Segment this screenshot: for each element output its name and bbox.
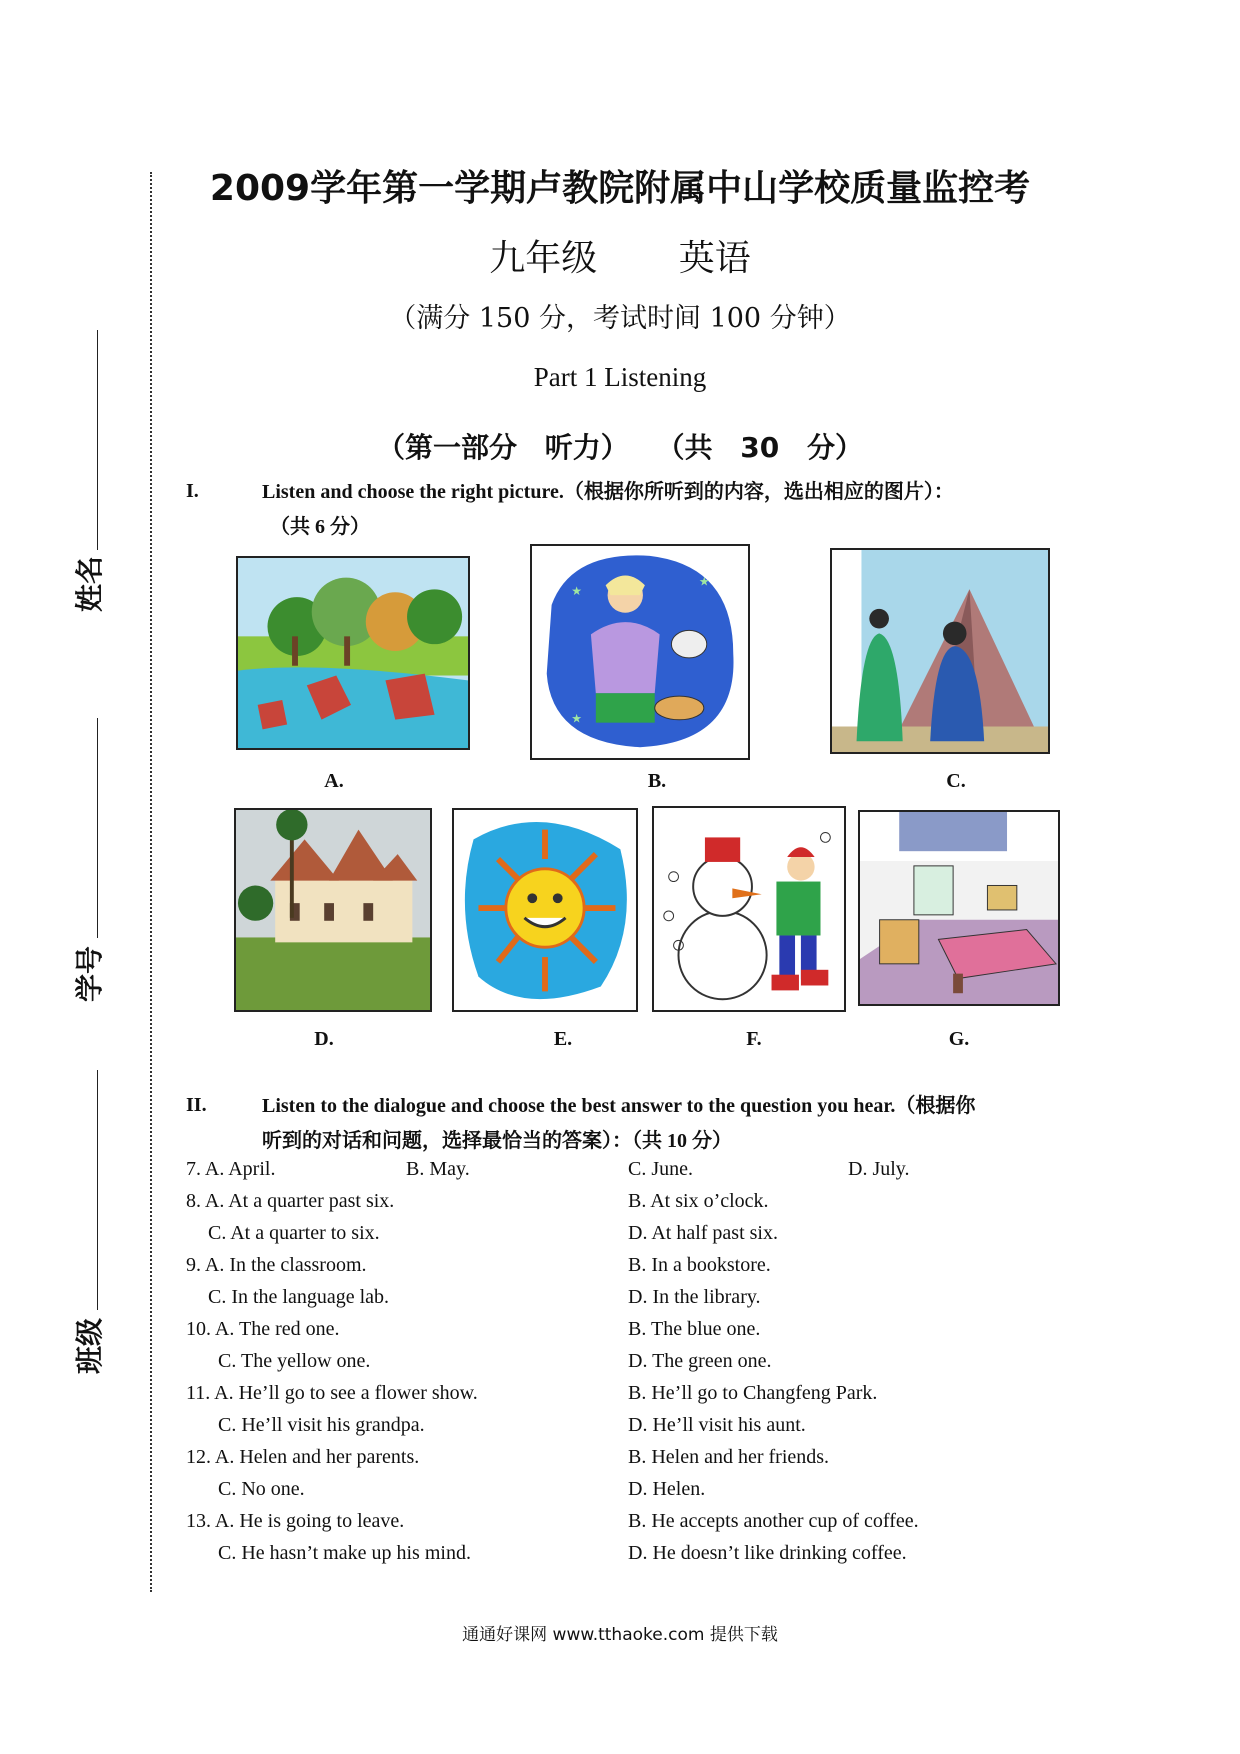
question-11-option-c: C. He’ll visit his grandpa.: [218, 1414, 425, 1436]
question-8-option-a: 8. A. At a quarter past six.: [186, 1190, 395, 1212]
picture-c-label: C.: [946, 770, 966, 792]
question-12-option-a: 12. A. Helen and her parents.: [186, 1446, 420, 1468]
footer-source: 通通好课网 www.tthaoke.com 提供下载: [462, 1625, 778, 1645]
name-label: 姓名: [73, 555, 106, 612]
section-2-number: II.: [186, 1094, 207, 1116]
question-9-option-b: B. In a bookstore.: [628, 1254, 771, 1276]
picture-c-mountain-figures: [830, 548, 1050, 754]
picture-g-bedroom: [858, 810, 1060, 1006]
picture-b-label: B.: [647, 770, 667, 792]
question-11-option-a: 11. A. He’ll go to see a flower show.: [186, 1382, 478, 1404]
svg-text:★: ★: [698, 574, 710, 589]
question-10-option-a: 10. A. The red one.: [186, 1318, 340, 1340]
picture-f-snowman: [652, 806, 846, 1012]
question-9-option-c: C. In the language lab.: [208, 1286, 390, 1308]
question-7-option-b: B. May.: [406, 1158, 470, 1180]
picture-d-label: D.: [314, 1028, 334, 1050]
question-12-option-b: B. Helen and her friends.: [628, 1446, 830, 1468]
question-13-option-c: C. He hasn’t make up his mind.: [218, 1542, 471, 1564]
section-2-instruction-cont: 听到的对话和问题，选择最恰当的答案）：（共 10 分）: [262, 1130, 732, 1152]
question-13-option-a: 13. A. He is going to leave.: [186, 1510, 405, 1532]
picture-e-sun: [452, 808, 638, 1012]
picture-e-label: E.: [553, 1028, 573, 1050]
question-8-option-b: B. At six o’clock.: [628, 1190, 769, 1212]
exam-subtitle: 九年级 英语: [489, 238, 751, 279]
question-7-option-c: C. June.: [628, 1158, 693, 1180]
class-line: [97, 1070, 98, 1310]
question-10-option-b: B. The blue one.: [628, 1318, 761, 1340]
picture-g-label: G.: [948, 1028, 970, 1050]
section-1-number: I.: [186, 480, 199, 502]
student-id-label: 学号: [73, 945, 106, 1002]
question-8-option-c: C. At a quarter to six.: [208, 1222, 380, 1244]
question-12-option-c: C. No one.: [218, 1478, 305, 1500]
picture-a-river-landscape: [236, 556, 470, 750]
section-heading-cn: （第一部分 听力） （共 30 分）: [377, 431, 863, 464]
section-2-instruction: Listen to the dialogue and choose the best answer to the question you hear.（根据你: [262, 1095, 976, 1117]
student-id-line: [97, 718, 98, 938]
question-7-option-a: 7. A. April.: [186, 1158, 276, 1180]
part-title: Part 1 Listening: [533, 362, 707, 392]
question-9-option-a: 9. A. In the classroom.: [186, 1254, 367, 1276]
question-10-option-d: D. The green one.: [628, 1350, 772, 1372]
picture-b-pouring-tea: [530, 544, 750, 760]
score-note: （满分 150 分，考试时间 100 分钟）: [389, 303, 851, 334]
question-12-option-d: D. Helen.: [628, 1478, 706, 1500]
exam-title: 2009学年第一学期卢教院附属中山学校质量监控考: [209, 168, 1031, 209]
question-11-option-d: D. He’ll visit his aunt.: [628, 1414, 806, 1436]
picture-f-label: F.: [746, 1028, 762, 1050]
picture-a-label: A.: [324, 770, 344, 792]
section-1-instruction: Listen and choose the right picture.（根据你所听到的内容，选出相应的图片）：: [262, 481, 954, 503]
picture-d-house: [234, 808, 432, 1012]
question-8-option-d: D. At half past six.: [628, 1222, 778, 1244]
svg-text:★: ★: [571, 584, 582, 599]
question-13-option-b: B. He accepts another cup of coffee.: [628, 1510, 919, 1532]
question-9-option-d: D. In the library.: [628, 1286, 761, 1308]
svg-text:★: ★: [571, 711, 582, 726]
class-label: 班级: [73, 1317, 106, 1374]
section-1-instruction-cont: （共 6 分）: [270, 516, 370, 538]
question-11-option-b: B. He’ll go to Changfeng Park.: [628, 1382, 878, 1404]
question-10-option-c: C. The yellow one.: [218, 1350, 371, 1372]
question-7-option-d: D. July.: [848, 1158, 910, 1180]
question-13-option-d: D. He doesn’t like drinking coffee.: [628, 1542, 907, 1564]
